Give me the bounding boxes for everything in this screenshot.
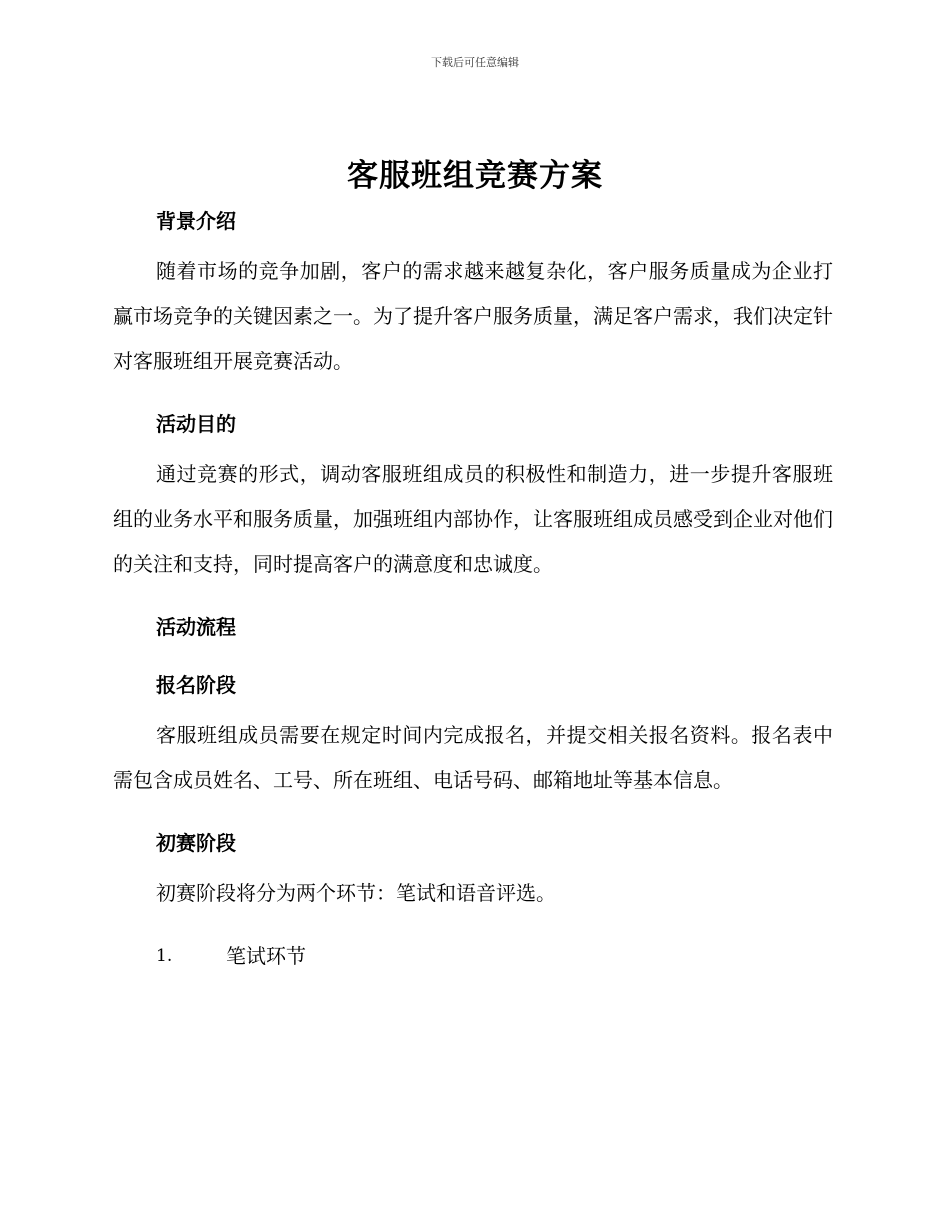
section-heading-prelim: 初赛阶段	[156, 831, 236, 855]
paragraph-purpose: 通过竞赛的形式，调动客服班组成员的积极性和制造力，进一步提升客服班组的业务水平和服务质量，加强班组内部协作，让客服班组成员感受到企业对他们的关注和支持，同时提高客户的满意度和忠诚度。	[113, 462, 833, 576]
document-title: 客服班组竞赛方案	[347, 158, 603, 194]
list-item-label: 笔试环节	[226, 944, 306, 968]
list-item	[113, 938, 833, 974]
section-heading-purpose: 活动目的	[156, 412, 236, 436]
section-heading-signup: 报名阶段	[156, 673, 236, 697]
section-heading-process: 活动流程	[156, 615, 236, 639]
paragraph-background: 随着市场的竞争加剧，客户的需求越来越复杂化，客户服务质量成为企业打赢市场竞争的关键因素之一。为了提升客户服务质量，满足客户需求，我们决定针对客服班组开展竞赛活动。	[113, 259, 833, 373]
section-heading-background: 背景介绍	[156, 209, 236, 233]
paragraph-signup: 客服班组成员需要在规定时间内完成报名，并提交相关报名资料。报名表中需包含成员姓名、工号、所在班组、电话号码、邮箱地址等基本信息。	[113, 723, 833, 792]
document-body	[113, 203, 833, 974]
paragraph-prelim: 初赛阶段将分为两个环节：笔试和语音评选。	[156, 881, 556, 905]
page-header-note: 下载后可任意编辑	[431, 56, 519, 69]
list-item-number: 1.	[156, 946, 173, 966]
